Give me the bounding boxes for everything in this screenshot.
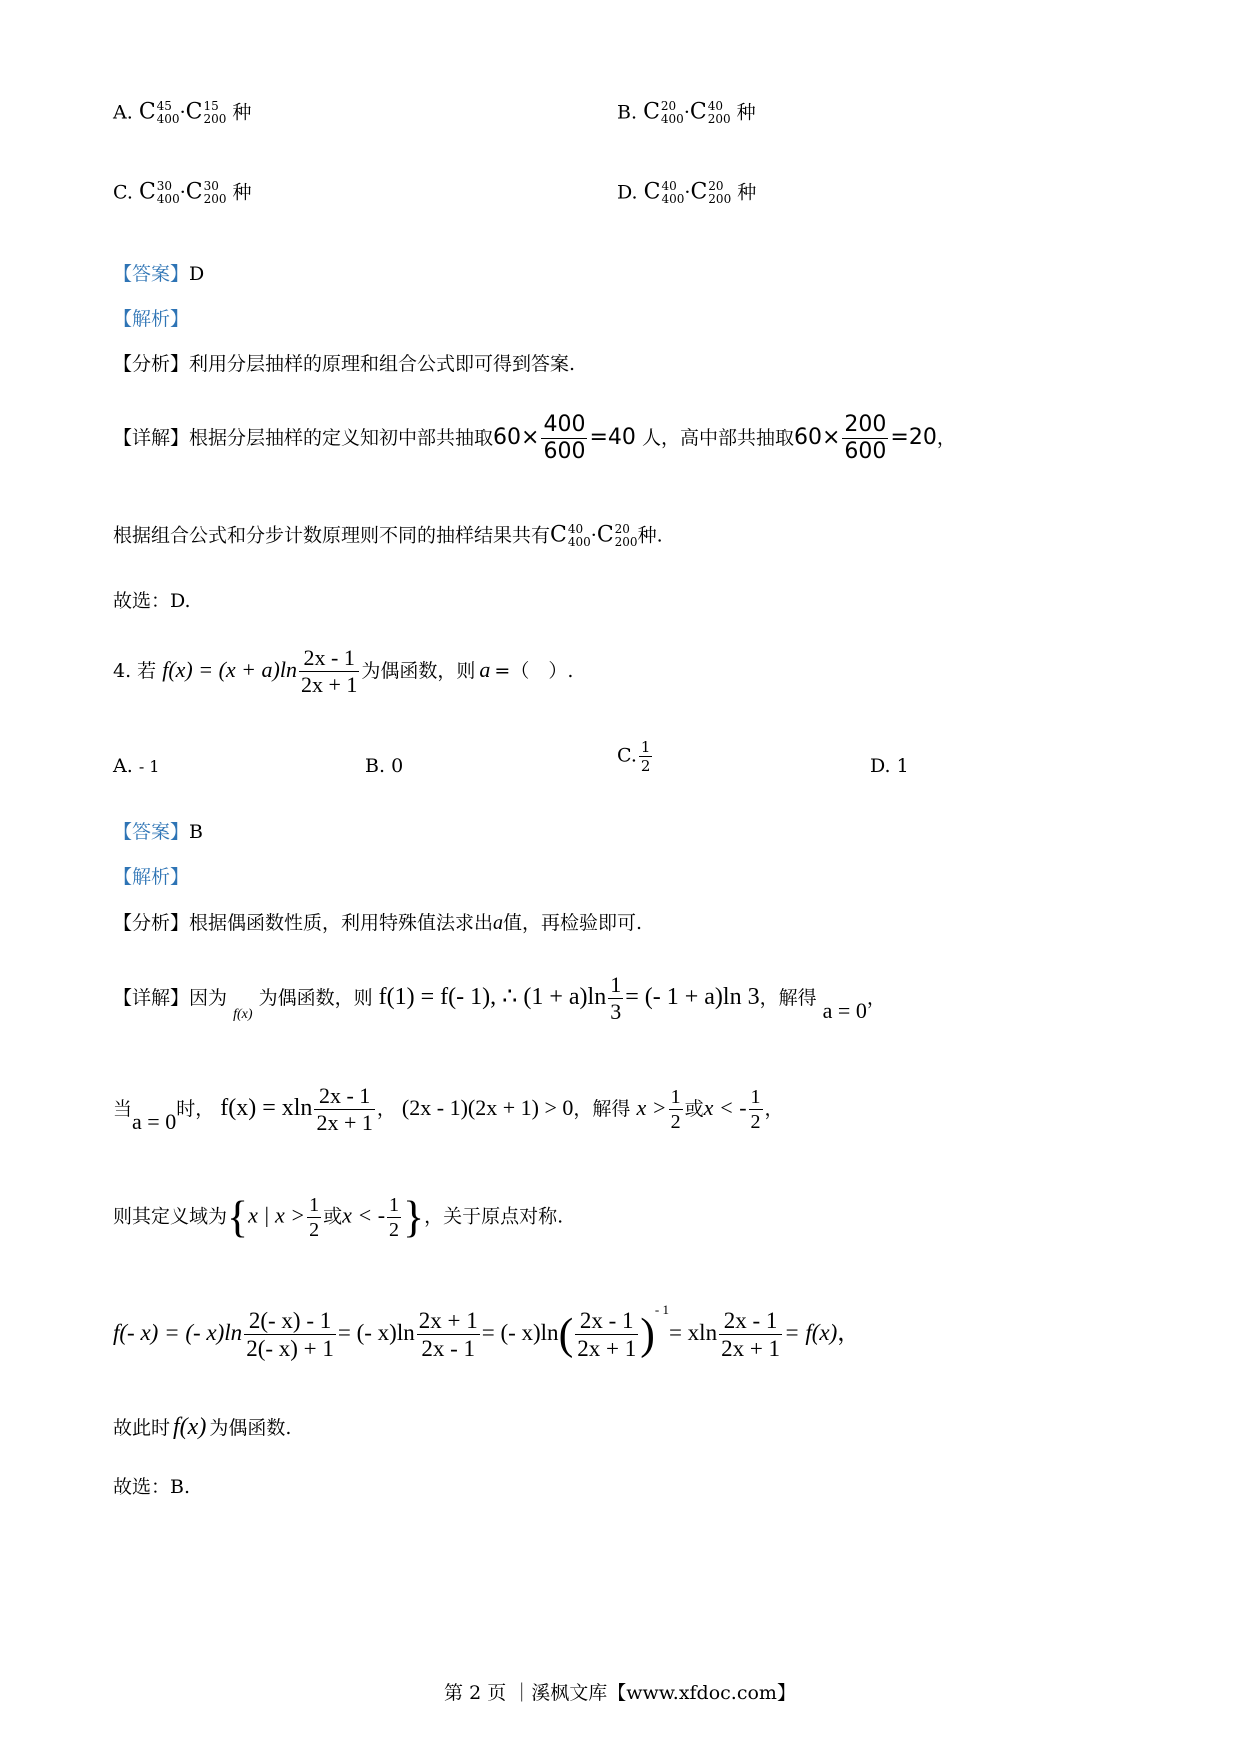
fraction: $\frac{2x - 1}{2x + 1}$ [721, 1307, 781, 1362]
fraction: $\frac{2x - 1}{2x + 1}$ [316, 1083, 373, 1136]
right-brace: } [403, 1192, 425, 1242]
page-footer: 第 2 页 ｜溪枫文库【www.xfdoc.com】 [444, 1682, 796, 1704]
q3-option-b: B. C 20 400 ·C 40 200 种 [617, 99, 756, 126]
q4-jiexi: 【解析】 [113, 866, 190, 888]
q4-fenxi: 【分析】根据偶函数性质，利用特殊值法求出a值，再检验即可. [113, 912, 643, 934]
fraction-200-600: $\frac{200}{600}$ [844, 412, 887, 465]
answer-tag: 【答案】 [113, 821, 190, 843]
combination-2: C 40 200 [689, 99, 731, 126]
left-paren: ( [558, 1309, 574, 1359]
q4-line4: f(- x) = (- x)ln $\frac{2(- x) - 1}{2(- x) + 1}$ = (- x)ln $\frac{2x + 1}{2x - 1}$ = (- x)ln( $\frac{2x - 1}{2x + 1}$ )$^{- 1}$= xln $\frac{2x - 1}{2x + 1}$ = f(x)， [113, 1302, 861, 1362]
q3-line2: 根据组合公式和分步计数原理则不同的抽样结果共有C 40 400 ·C 20 200 种. [113, 522, 663, 549]
combination-1: C 40 400 [550, 522, 591, 549]
q4-line3: 则其定义域为{x | x > $\frac{1}{2}$ 或x < - $\frac{1}{2}$ }，关于原点对称. [113, 1192, 564, 1242]
answer-value: B [189, 821, 203, 843]
fraction: $\frac{2(- x) - 1}{2(- x) + 1}$ [246, 1307, 334, 1362]
fraction-half: $\frac{1}{2}$ [750, 1086, 761, 1134]
q3-guxuan: 故选：D. [113, 590, 191, 612]
q4-line5: 故此时 f(x) 为偶函数. [113, 1414, 292, 1440]
q3-option-a: A. C 45 400 ·C 15 200 种 [113, 99, 252, 126]
answer-tag: 【答案】 [113, 263, 190, 285]
combination-1: C 20 400 [643, 99, 684, 126]
combination-2: C 15 200 [185, 99, 227, 126]
left-brace: { [227, 1192, 249, 1242]
q4-option-a: A. - 1 [113, 755, 160, 777]
fraction-half: $\frac{1}{2}$ [389, 1194, 400, 1241]
fraction-half: $\frac{1}{2}$ [670, 1086, 681, 1134]
right-paren: ) [640, 1309, 655, 1359]
answer-value: D [189, 263, 205, 285]
q4-option-c: C. $\frac{1}{2}$ [617, 738, 651, 775]
fraction: $\frac{2x + 1}{2x - 1}$ [418, 1307, 478, 1362]
fraction: $\frac{2x - 1}{2x + 1}$ [577, 1307, 637, 1362]
q3-xiangjie: 【详解】根据分层抽样的定义知初中部共抽取60× $\frac{400}{600}$ =40 人，高中部共抽取60× $\frac{200}{600}$ =20， [113, 412, 956, 465]
combination-2: C 30 200 [185, 179, 227, 206]
fraction-400-600: $\frac{400}{600}$ [543, 412, 586, 465]
fraction-one-third: $\frac{1}{3}$ [610, 972, 622, 1025]
q3-answer [113, 265, 204, 284]
q3-option-d: D. C 40 400 ·C 20 200 种 [617, 179, 757, 206]
q4-guxuan: 故选：B. [113, 1476, 191, 1498]
combination-1: C 30 400 [138, 179, 180, 206]
q4-option-b: B. 0 [365, 755, 404, 777]
combination-1: C 40 400 [643, 179, 685, 206]
q3-jiexi: 【解析】 [113, 308, 190, 330]
q4-option-d: D. 1 [870, 755, 909, 777]
fraction-half: $\frac{1}{2}$ [640, 738, 651, 775]
q4-answer [113, 823, 203, 842]
q3-option-c: C. C 30 400 ·C 30 200 种 [113, 179, 252, 206]
q4-question: 4. 若 f(x) = (x + a)ln $\frac{2x - 1}{2x + 1}$ 为偶函数，则 a =（ ）. [113, 645, 574, 698]
q4-line2: 当a = 0时， f(x) = xln $\frac{2x - 1}{2x + 1}$ ， (2x - 1)(2x + 1) > 0，解得 x > $\frac{1}{2}$ 或x < - $\frac{1}{2}$ ， [113, 1083, 784, 1136]
q3-fenxi: 【分析】利用分层抽样的原理和组合公式即可得到答案. [113, 353, 576, 375]
combination-2: C 20 200 [690, 179, 732, 206]
fraction-half: $\frac{1}{2}$ [309, 1194, 320, 1241]
combination-2: C 20 200 [596, 522, 638, 549]
q4-xiangjie: 【详解】因为 $_{f(x)}$ 为偶函数，则 f(1) = f(- 1), ∴ (1 + a)ln $\frac{1}{3}$ = (- 1 + a)ln 3，解得 a = 0， [113, 972, 886, 1025]
combination-1: C 45 400 [138, 99, 180, 126]
fraction: $\frac{2x - 1}{2x + 1}$ [300, 645, 358, 698]
